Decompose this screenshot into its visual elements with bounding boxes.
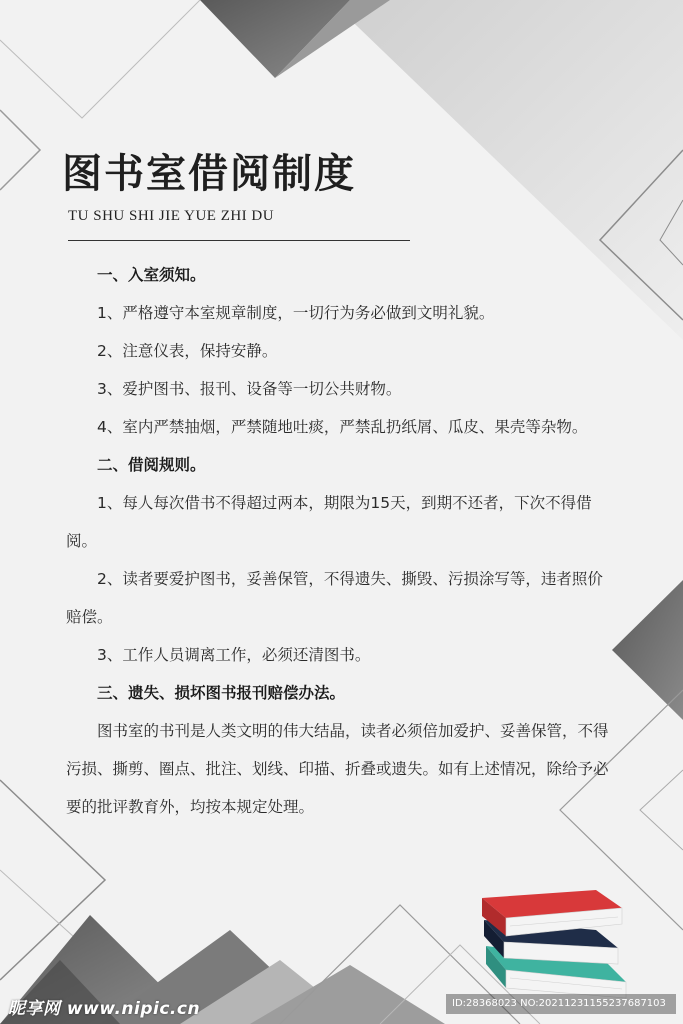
rule-paragraph: 4、室内严禁抽烟，严禁随地吐痰，严禁乱扔纸屑、瓜皮、果壳等杂物。 — [97, 418, 588, 436]
rule-paragraph: 1、每人每次借书不得超过两本，期限为15天，到期不还者，下次不得借阅。 — [66, 494, 592, 550]
watermark-id: ID:28368023 NO:20211231155237687103 — [446, 994, 676, 1014]
rule-paragraph: 3、爱护图书、报刊、设备等一切公共财物。 — [97, 380, 402, 398]
page-subtitle-pinyin: TU SHU SHI JIE YUE ZHI DU — [68, 208, 275, 224]
section-heading: 二、借阅规则。 — [97, 456, 206, 474]
rule-paragraph: 2、注意仪表，保持安静。 — [97, 342, 278, 360]
section-heading: 三、遗失、损坏图书报刊赔偿办法。 — [97, 684, 346, 702]
watermark-logo: 昵享网 www.nipic.cn — [8, 999, 201, 1019]
rules-content — [66, 256, 612, 826]
books-stack-icon — [476, 884, 642, 1000]
page-title: 图书室借阅制度 — [62, 151, 356, 197]
title-divider — [68, 240, 410, 241]
rule-paragraph: 图书室的书刊是人类文明的伟大结晶，读者必须倍加爱护、妥善保管，不得污损、撕剪、圈点、批注、划线、印描、折叠或遗失。如有上述情况，除给予必要的批评教育外，均按本规定处理。 — [66, 722, 609, 816]
rule-paragraph: 2、读者要爱护图书，妥善保管，不得遗失、撕毁、污损涂写等，违者照价赔偿。 — [66, 570, 603, 626]
section-heading: 一、入室须知。 — [97, 266, 206, 284]
rule-paragraph: 3、工作人员调离工作，必须还清图书。 — [97, 646, 371, 664]
rule-paragraph: 1、严格遵守本室规章制度，一切行为务必做到文明礼貌。 — [97, 304, 495, 322]
